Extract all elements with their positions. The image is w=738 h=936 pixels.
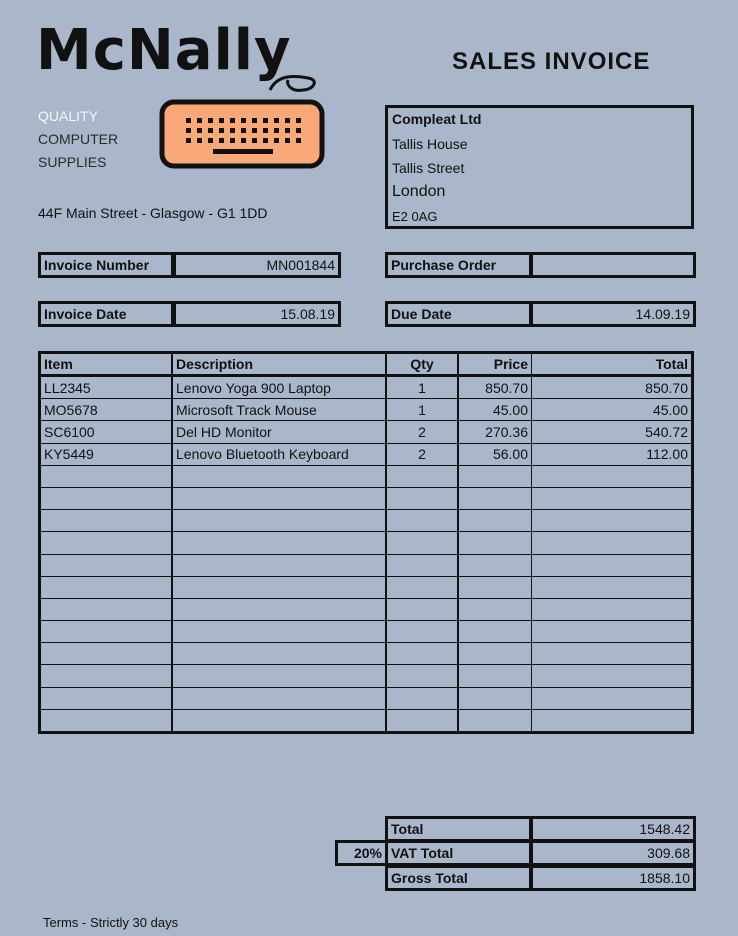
item-price: 270.36 <box>458 421 532 443</box>
key <box>263 128 268 133</box>
header-description: Description <box>172 353 386 376</box>
table-row <box>40 465 693 487</box>
item-qty: 2 <box>386 421 458 443</box>
table-row <box>40 510 693 532</box>
customer-line1: Tallis House <box>392 136 468 152</box>
item-qty <box>386 576 458 598</box>
item-description: Del HD Monitor <box>172 421 386 443</box>
item-description: Lenovo Yoga 900 Laptop <box>172 376 386 399</box>
table-row <box>40 687 693 709</box>
tagline-computer: COMPUTER <box>38 131 119 147</box>
key <box>285 128 290 133</box>
item-code <box>40 643 173 665</box>
item-price <box>458 665 532 687</box>
table-row <box>40 532 693 554</box>
item-qty: 2 <box>386 443 458 465</box>
key <box>230 118 235 123</box>
item-qty <box>386 643 458 665</box>
item-code: SC6100 <box>40 421 173 443</box>
gross-total-label: Gross Total <box>385 865 533 891</box>
header-item: Item <box>40 353 173 376</box>
item-total: 112.00 <box>532 443 693 465</box>
customer-line2: Tallis Street <box>392 160 465 176</box>
item-description <box>172 576 386 598</box>
due-date-label: Due Date <box>385 301 533 327</box>
item-code <box>40 665 173 687</box>
item-total <box>532 554 693 576</box>
item-price <box>458 465 532 487</box>
key <box>230 138 235 143</box>
item-total <box>532 532 693 554</box>
item-price: 56.00 <box>458 443 532 465</box>
customer-address-box <box>385 105 694 229</box>
item-total <box>532 510 693 532</box>
item-price <box>458 598 532 620</box>
key <box>274 128 279 133</box>
item-code <box>40 510 173 532</box>
item-total <box>532 621 693 643</box>
item-code <box>40 532 173 554</box>
header-qty: Qty <box>386 353 458 376</box>
item-code <box>40 576 173 598</box>
item-total <box>532 598 693 620</box>
total-label: Total <box>385 816 533 842</box>
item-total <box>532 709 693 732</box>
key <box>241 138 246 143</box>
key <box>252 138 257 143</box>
item-code <box>40 687 173 709</box>
item-description: Lenovo Bluetooth Keyboard <box>172 443 386 465</box>
item-description: Microsoft Track Mouse <box>172 399 386 421</box>
table-header-row <box>40 353 693 376</box>
company-address: 44F Main Street - Glasgow - G1 1DD <box>38 205 268 221</box>
item-qty: 1 <box>386 376 458 399</box>
key <box>252 128 257 133</box>
item-total <box>532 687 693 709</box>
item-price: 850.70 <box>458 376 532 399</box>
item-code <box>40 487 173 509</box>
invoice-date-label: Invoice Date <box>38 301 176 327</box>
invoice-number-label: Invoice Number <box>38 252 176 278</box>
table-row <box>40 443 693 465</box>
key <box>241 128 246 133</box>
item-qty <box>386 487 458 509</box>
table-row <box>40 421 693 443</box>
purchase-order-value <box>529 252 696 278</box>
item-description <box>172 487 386 509</box>
key <box>219 138 224 143</box>
item-total <box>532 576 693 598</box>
header-price: Price <box>458 353 532 376</box>
spacebar <box>213 149 273 154</box>
item-qty <box>386 510 458 532</box>
keyboard-icon <box>158 68 328 178</box>
table-row <box>40 554 693 576</box>
item-description <box>172 665 386 687</box>
key <box>274 138 279 143</box>
key <box>197 118 202 123</box>
key <box>230 128 235 133</box>
table-row <box>40 621 693 643</box>
tagline-supplies: SUPPLIES <box>38 154 107 170</box>
item-description <box>172 510 386 532</box>
key <box>208 138 213 143</box>
item-code <box>40 621 173 643</box>
item-total <box>532 487 693 509</box>
table-row <box>40 487 693 509</box>
item-qty <box>386 465 458 487</box>
item-total: 45.00 <box>532 399 693 421</box>
document-title: SALES INVOICE <box>452 48 651 75</box>
item-code: LL2345 <box>40 376 173 399</box>
item-qty <box>386 598 458 620</box>
tagline-quality: QUALITY <box>38 108 98 124</box>
item-price <box>458 532 532 554</box>
due-date-value: 14.09.19 <box>529 301 696 327</box>
item-description <box>172 687 386 709</box>
item-description <box>172 554 386 576</box>
table-row <box>40 598 693 620</box>
item-description <box>172 709 386 732</box>
item-code <box>40 709 173 732</box>
key <box>274 118 279 123</box>
header-total: Total <box>532 353 693 376</box>
item-qty <box>386 532 458 554</box>
item-code <box>40 465 173 487</box>
vat-rate: 20% <box>335 840 388 866</box>
item-qty <box>386 665 458 687</box>
company-logo-text: McNally <box>36 18 292 83</box>
key <box>285 138 290 143</box>
item-price <box>458 554 532 576</box>
item-total <box>532 665 693 687</box>
key <box>219 118 224 123</box>
customer-postcode: E2 0AG <box>392 209 438 224</box>
item-description <box>172 532 386 554</box>
table-row <box>40 399 693 421</box>
table-row <box>40 665 693 687</box>
item-code <box>40 598 173 620</box>
table-row <box>40 643 693 665</box>
key <box>186 138 191 143</box>
payment-terms: Terms - Strictly 30 days <box>43 915 179 930</box>
table-row <box>40 576 693 598</box>
item-total <box>532 643 693 665</box>
invoice-date-value: 15.08.19 <box>171 301 341 327</box>
invoice-number-value: MN001844 <box>171 252 341 278</box>
item-qty: 1 <box>386 399 458 421</box>
key <box>296 118 301 123</box>
key <box>296 128 301 133</box>
item-code: KY5449 <box>40 443 173 465</box>
item-qty <box>386 709 458 732</box>
vat-total-label: VAT Total <box>385 840 533 866</box>
key <box>241 118 246 123</box>
key <box>219 128 224 133</box>
key <box>186 128 191 133</box>
line-items-table <box>38 351 694 734</box>
key <box>197 128 202 133</box>
key <box>208 128 213 133</box>
item-price: 45.00 <box>458 399 532 421</box>
customer-name: Compleat Ltd <box>392 111 482 127</box>
item-code <box>40 554 173 576</box>
customer-city: London <box>392 183 446 200</box>
item-price <box>458 576 532 598</box>
key <box>263 138 268 143</box>
vat-total-value: 309.68 <box>529 840 696 866</box>
item-total: 850.70 <box>532 376 693 399</box>
key <box>208 118 213 123</box>
key <box>197 138 202 143</box>
item-qty <box>386 554 458 576</box>
item-price <box>458 510 532 532</box>
key <box>296 138 301 143</box>
item-total: 540.72 <box>532 421 693 443</box>
item-total <box>532 465 693 487</box>
key <box>263 118 268 123</box>
key <box>285 118 290 123</box>
item-price <box>458 621 532 643</box>
item-code: MO5678 <box>40 399 173 421</box>
item-description <box>172 643 386 665</box>
item-description <box>172 598 386 620</box>
gross-total-value: 1858.10 <box>529 865 696 891</box>
item-qty <box>386 687 458 709</box>
item-price <box>458 709 532 732</box>
key <box>252 118 257 123</box>
item-price <box>458 643 532 665</box>
item-price <box>458 687 532 709</box>
purchase-order-label: Purchase Order <box>385 252 533 278</box>
total-value: 1548.42 <box>529 816 696 842</box>
item-qty <box>386 621 458 643</box>
item-price <box>458 487 532 509</box>
table-row <box>40 376 693 399</box>
key <box>186 118 191 123</box>
table-row <box>40 709 693 732</box>
item-description <box>172 465 386 487</box>
item-description <box>172 621 386 643</box>
